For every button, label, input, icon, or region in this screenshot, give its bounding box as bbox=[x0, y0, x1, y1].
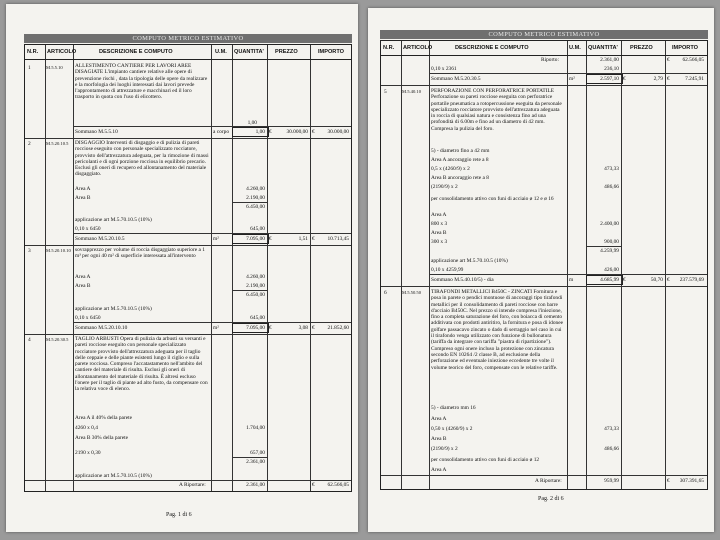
sommano-um: m² bbox=[213, 236, 219, 242]
euro-sign: € bbox=[623, 277, 626, 283]
riporto-label: Riporto: bbox=[541, 57, 559, 63]
header-importo: IMPORTO bbox=[318, 49, 345, 55]
line-label: applicazione art M.5.70.10.5 (10%) bbox=[75, 217, 152, 223]
sommano-um: a corpo bbox=[213, 129, 230, 135]
item-nr: 6 bbox=[384, 290, 387, 296]
sommano-importo: 21.852,60 bbox=[327, 325, 349, 331]
item-code: M.5.20.10.5 bbox=[46, 141, 69, 146]
line-quantity: 4.259,99 bbox=[600, 248, 619, 254]
riporto-importo: 62.566,05 bbox=[682, 57, 704, 63]
line-quantity: 645,00 bbox=[250, 315, 265, 321]
sommano-importo: 30.000,00 bbox=[327, 129, 349, 135]
header-articolo: ARTICOLO bbox=[47, 49, 77, 55]
line-label: Area B ancoraggio rete a 8 bbox=[431, 175, 489, 181]
euro-sign: € bbox=[312, 482, 315, 488]
line-quantity: 1,00 bbox=[247, 120, 257, 126]
line-label: 5) - diametro mm 16 bbox=[431, 405, 476, 411]
line-quantity: 6.450,00 bbox=[246, 204, 265, 210]
line-label: 300 x 3 bbox=[431, 239, 448, 245]
sommano-importo: 10.713,45 bbox=[327, 236, 349, 242]
line-label: applicazione art M.5.70.10.5 (10%) bbox=[75, 473, 152, 479]
line-label: 4260 x 0,4 bbox=[75, 425, 98, 431]
euro-sign: € bbox=[667, 478, 670, 484]
line-label: 0,10 x 6450 bbox=[75, 315, 101, 321]
riportare-label: A Riportare: bbox=[179, 482, 206, 488]
header-um: U.M. bbox=[215, 49, 227, 55]
line-label: 0,10 x 6450 bbox=[75, 226, 101, 232]
item-nr: 3 bbox=[28, 248, 31, 254]
header-importo: IMPORTO bbox=[672, 45, 699, 51]
line-label: 800 x 3 bbox=[431, 221, 448, 227]
euro-sign: € bbox=[667, 57, 670, 63]
header-quantita: QUANTITA' bbox=[234, 49, 264, 55]
item-nr: 1 bbox=[28, 65, 31, 71]
euro-sign: € bbox=[312, 129, 315, 135]
line-quantity: 2.190,00 bbox=[246, 283, 265, 289]
header-nr: N.R. bbox=[27, 49, 39, 55]
sommano-quantity: 4.685,99 bbox=[600, 277, 619, 283]
sommano-importo: 7.245,91 bbox=[685, 76, 704, 82]
item-description: ALLESTIMENTO CANTIERE PER LAVORI AREE DISAGIATE L'impianto cantiere relative alle opere di prevenzione rischi , data la tipologia delle opere da realizzare e la morfologia dei luoghi interessati dai lavori prevede l'approntamento di attrezzature e macchinari ed il loro trasporto in quota con l'uso di elicottero. bbox=[75, 63, 208, 101]
line-label: per consolidamento attivo con funi di acciaio ø 12 e ø 16 bbox=[431, 196, 554, 202]
header-um: U.M. bbox=[569, 45, 581, 51]
line-label: Area B bbox=[431, 230, 447, 236]
sommano-prezzo: 30.000,00 bbox=[286, 129, 308, 135]
item-description: TAGLIO ARBUSTI Opera di pulizia da arbusti su versanti e pareti rocciose eseguito con personale specializzato rocciatore provvisto dell'attrezzatura adeguata per il taglio delle ceppaie e delle piante esistenti lungo il ciglio e sulla parete rocciosa. Compreso l'accatastamento nell'ambito del cantiere del materiale di risulta. Esclusi gli oneri di allontanamento del materiale di risulta. È altresì escluso l'onere per il taglio di piante ad alto fusto, da compensare con la relativa voce di elenco. bbox=[75, 336, 208, 393]
euro-sign: € bbox=[623, 76, 626, 82]
line-label: per consolidamento attivo con funi di acciaio ø 12 bbox=[431, 457, 540, 463]
line-label: 0,5 x (4260/9) x 2 bbox=[431, 166, 470, 172]
line-quantity: 426,00 bbox=[604, 267, 619, 273]
line-quantity: 4.260,00 bbox=[246, 186, 265, 192]
sommano-quantity: 1,00 bbox=[255, 129, 265, 135]
header-nr: N.R. bbox=[383, 45, 395, 51]
line-label: 0,10 x 4259,99 bbox=[431, 267, 464, 273]
line-label: (2190/9) x 2 bbox=[431, 446, 458, 452]
line-quantity: 4.260,00 bbox=[246, 274, 265, 280]
line-quantity: 236,10 bbox=[604, 66, 619, 72]
item-code: M.5.50.50 bbox=[402, 290, 422, 295]
line-label: Area A il 40% della parete bbox=[75, 415, 133, 421]
item-description: TIRAFONDI METALLICI B450C - ZINCATI Fornitura e posa in parete o pendici montuose di ancoraggi tipo tirafondi metallici per il consolidamento di pareti rocciose con barre d'acciaio B450C. Nel prezzo si intende compresa l'iniezione, fino a completa saturazione del foro, con boiacca di cemento additivata con prodotti antiritiro, la fornitura e posa di idonee golfare passacavo zincato o dado di serraggio nel caso in cui il tirafondo venga utilizzato con funzione di bullonatura (tariffa da integrare con tariffa "piastra di ripartizione"). Compreso ogni onere incluso la protezione con zincatura secondo EN 10264 /2 classe B, ad esclusione della perforazione ed eventuale iniezione eccedente tre volte il volume teorico del foro, compensate con le relative tariffe. bbox=[431, 289, 564, 371]
header-descrizione: DESCRIZIONE E COMPUTO bbox=[99, 49, 173, 55]
item-description: sovrapprezzo per volume di roccia disgaggiato superiore a 1 m³ per ogni 40 m² di superficie interessata all'intervento bbox=[75, 247, 205, 260]
line-label: Area B bbox=[75, 195, 91, 201]
table-header bbox=[25, 45, 351, 60]
line-label: Area B bbox=[75, 283, 91, 289]
line-label: Area A bbox=[431, 416, 447, 422]
riportare-importo: 307.391,65 bbox=[679, 478, 704, 484]
computo-title-bar: COMPUTO METRICO ESTIMATIVO bbox=[380, 30, 708, 39]
riporto-quantity: 2.361,00 bbox=[600, 57, 619, 63]
item-nr: 4 bbox=[28, 337, 31, 343]
line-quantity: 900,00 bbox=[604, 239, 619, 245]
line-quantity: 1.704,00 bbox=[246, 425, 265, 431]
header-prezzo: PREZZO bbox=[630, 45, 653, 51]
line-label: 0,50 x (4260/9) x 2 bbox=[431, 426, 473, 432]
header-descrizione: DESCRIZIONE E COMPUTO bbox=[455, 45, 529, 51]
sommano-label: Sommano M.5.5.10 bbox=[75, 129, 118, 135]
line-label: Area A bbox=[431, 467, 447, 473]
sommano-um: m bbox=[569, 277, 574, 283]
sommano-importo: 237.579,69 bbox=[679, 277, 704, 283]
item-nr: 5 bbox=[384, 89, 387, 95]
line-label: Area A bbox=[75, 274, 91, 280]
riportare-label: A Riportare: bbox=[535, 478, 562, 484]
line-quantity: 2.361,00 bbox=[246, 459, 265, 465]
line-label: applicazione art M.5.70.10.5 (10%) bbox=[75, 306, 152, 312]
computo-table bbox=[380, 40, 708, 490]
euro-sign: € bbox=[269, 129, 272, 135]
item-code: M.5.20.30.5 bbox=[46, 337, 69, 342]
sommano-prezzo: 1,51 bbox=[298, 236, 308, 242]
computo-table bbox=[24, 44, 352, 492]
item-code: M.5.20.10.10 bbox=[46, 248, 71, 253]
sommano-um: m² bbox=[213, 325, 219, 331]
line-label: applicazione art M.5.70.10.5 (10%) bbox=[431, 258, 508, 264]
sommano-quantity: 7.095,00 bbox=[246, 325, 265, 331]
sommano-um: m² bbox=[569, 76, 575, 82]
line-quantity: 2.400,00 bbox=[600, 221, 619, 227]
line-quantity: 473,33 bbox=[604, 166, 619, 172]
line-label: (2190/9) x 2 bbox=[431, 184, 458, 190]
euro-sign: € bbox=[667, 277, 670, 283]
euro-sign: € bbox=[269, 325, 272, 331]
line-label: 5) - diametro fino a 42 mm bbox=[431, 148, 490, 154]
sommano-label: Sommano M.5.20.10.10 bbox=[75, 325, 128, 331]
riportare-quantity: 959,99 bbox=[604, 478, 619, 484]
sommano-quantity: 7.095,00 bbox=[246, 236, 265, 242]
sommano-prezzo: 50,70 bbox=[650, 277, 663, 283]
page-1 bbox=[6, 4, 358, 532]
sommano-prezzo: 3,08 bbox=[298, 325, 308, 331]
line-quantity: 645,00 bbox=[250, 226, 265, 232]
item-nr: 2 bbox=[28, 141, 31, 147]
page-footer: Pag. 1 di 6 bbox=[166, 512, 192, 518]
header-quantita: QUANTITA' bbox=[588, 45, 618, 51]
riportare-quantity: 2.361,00 bbox=[246, 482, 265, 488]
line-quantity: 486,66 bbox=[604, 184, 619, 190]
sommano-label: Sommano M.5.40.10/5) - dia bbox=[431, 277, 494, 283]
sommano-label: Sommano M.5.20.10.5 bbox=[75, 236, 125, 242]
header-articolo: ARTICOLO bbox=[403, 45, 433, 51]
line-quantity: 473,33 bbox=[604, 426, 619, 432]
euro-sign: € bbox=[667, 76, 670, 82]
line-label: Area B bbox=[431, 436, 447, 442]
sommano-quantity: 2.597,10 bbox=[600, 76, 619, 82]
line-quantity: 6.450,00 bbox=[246, 292, 265, 298]
sommano-label: Sommano M.5.20.30.5 bbox=[431, 76, 481, 82]
line-quantity: 657,00 bbox=[250, 450, 265, 456]
line-label: Area A ancoraggio rete a 8 bbox=[431, 157, 489, 163]
line-label: 2190 x 0,30 bbox=[75, 450, 101, 456]
computo-title-bar: COMPUTO METRICO ESTIMATIVO bbox=[24, 34, 352, 43]
line-quantity: 486,66 bbox=[604, 446, 619, 452]
line-label: Area B 30% della parete bbox=[75, 435, 128, 441]
item-description: DISGAGGIO Interventi di disgaggio e di pulizia di pareti rocciose eseguito con personale specializzato rocciatore, provvisto dell'attrezzatura adeguata, per la rimozione di massi pericolanti e di ogni porzione rocciosa in equilibrio precario. Esclusi gli oneri di recupero ed allontanamento del materiale disgaggiato. bbox=[75, 140, 209, 178]
page-footer: Pag. 2 di 6 bbox=[538, 496, 564, 502]
page-2 bbox=[368, 8, 714, 532]
line-quantity: 2.190,00 bbox=[246, 195, 265, 201]
riportare-importo: 62.566,05 bbox=[327, 482, 349, 488]
euro-sign: € bbox=[312, 325, 315, 331]
line-label: 0,10 x 2361 bbox=[431, 66, 457, 72]
item-description: PERFORAZIONE CON PERFORATRICE PORTATILE Perforazione su pareti rocciose eseguita con perforatrice portatile pneumatica a rotopercussione eseguita da personale specializzato rocciatore provvisto dell'attrezzatura adeguata in roccia di qualsiasi natura e consistenza fino ad una profondità di 6.00m e fino ad un diametro di 42 mm. Compresa la pulizia del foro. bbox=[431, 88, 562, 132]
item-code: M.5.5.10 bbox=[46, 65, 63, 70]
table-header bbox=[381, 41, 707, 56]
item-code: M.5.40.10 bbox=[402, 89, 422, 94]
sommano-prezzo: 2,79 bbox=[653, 76, 663, 82]
header-prezzo: PREZZO bbox=[275, 49, 298, 55]
euro-sign: € bbox=[312, 236, 315, 242]
line-label: Area A bbox=[431, 212, 447, 218]
euro-sign: € bbox=[269, 236, 272, 242]
line-label: Area A bbox=[75, 186, 91, 192]
